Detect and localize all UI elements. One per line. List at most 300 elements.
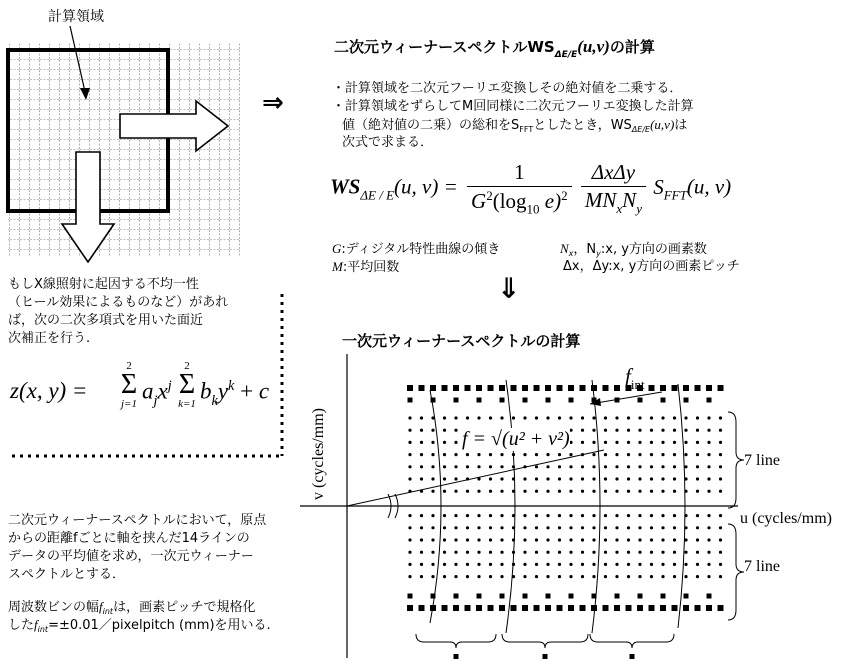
sample-dot [604,453,607,456]
sample-square [649,605,655,611]
sample-dot [535,416,538,419]
sample-dot [466,538,469,541]
bottom-line-2: からの距離fごとに軸を挟んだ14ラインの [8,531,250,546]
sample-dot [489,575,492,578]
sample-dot [592,575,595,578]
sample-dot [696,477,699,480]
sample-dot [420,538,423,541]
sample-dot [650,453,653,456]
sample-dot [650,526,653,529]
legend-m: M:平均回数 [332,259,400,275]
sample-dot [592,526,595,529]
sample-dot [719,416,722,419]
sample-dot [661,575,664,578]
sample-square [545,385,551,391]
sample-dot [431,441,434,444]
sample-square [614,385,620,391]
sample-dot [443,453,446,456]
sample-dot [604,563,607,566]
sample-square [454,398,459,403]
sample-dot [627,490,630,493]
sample-dot [477,416,480,419]
sample-square [476,605,482,611]
sample-dots [407,385,724,611]
sample-dot [707,538,710,541]
sample-dot [523,526,526,529]
sample-dot [454,526,457,529]
bullet-3: 値（絶対値の二乗）の総和を$S_{FFT}$としたとき，$WS_{\Delta E/E}(u,v)$は [342,117,688,134]
sample-dot [684,416,687,419]
sample-dot [673,453,676,456]
sample-dot [489,490,492,493]
sample-dot [420,563,423,566]
sample-dot [638,563,641,566]
sample-dot [477,526,480,529]
sample-dot [500,514,503,517]
sample-dot [443,416,446,419]
sample-dot [581,490,584,493]
sample-dot [420,526,423,529]
sample-dot [431,563,434,566]
sample-dot [627,416,630,419]
sample-dot [638,551,641,554]
sample-dot [627,465,630,468]
wiener1d-diagram [300,348,857,667]
sample-dot [650,429,653,432]
legend-delta: Δx，Δy:x, y方向の画素ピッチ [563,259,740,274]
sample-square [706,385,712,391]
sample-dot [431,514,434,517]
sample-square [660,385,666,391]
sample-dot [604,477,607,480]
sample-square [638,594,643,599]
sample-dot [604,429,607,432]
sample-dot [535,514,538,517]
sample-dot [719,429,722,432]
sample-dot [661,416,664,419]
sample-square [557,605,563,611]
sample-dot [592,538,595,541]
sample-dot [696,453,699,456]
sample-dot [615,477,618,480]
sample-dot [546,563,549,566]
sample-dot [615,575,618,578]
sample-dot [489,514,492,517]
sample-dot [489,477,492,480]
heel-sum-2: 2 Σ k=1 [178,360,196,410]
sample-dot [523,538,526,541]
sample-dot [408,563,411,566]
sample-dot [454,490,457,493]
sample-dot [707,526,710,529]
sample-dot [500,563,503,566]
sample-dot [684,563,687,566]
sample-square [488,385,494,391]
heel-sum-1: 2 Σ j=1 [120,360,138,410]
sample-dot [604,575,607,578]
sample-dot [408,441,411,444]
sample-dot [661,526,664,529]
heel-line-4: 次補正を行う. [8,331,91,346]
sample-dot [707,441,710,444]
sample-dot [420,416,423,419]
sample-dot [500,538,503,541]
sample-dot [477,490,480,493]
bottom-brace [416,634,496,648]
sample-dot [604,416,607,419]
sample-dot [650,538,653,541]
sample-dot [684,453,687,456]
heel-term-2: $b_ky^k + c$ [200,378,270,409]
sample-dot [707,563,710,566]
sample-dot [431,526,434,529]
bin-marker [630,654,635,659]
sample-square [477,398,482,403]
sample-dot [512,416,515,419]
line-lower-label: 7 line [744,558,780,575]
sample-square [500,398,505,403]
sample-square [430,385,436,391]
sample-square [672,385,678,391]
wiener2d-title: 二次元ウィーナースペクトル$WS_{\Delta E/E}(u,v)$の計算 [334,37,655,60]
sample-dot [558,514,561,517]
f-int-label: $f_{int}$ [625,364,645,392]
sample-dot [443,563,446,566]
heel-term-1: $a_jx^j$ [142,378,172,409]
sample-dot [431,477,434,480]
sample-square [407,385,413,391]
sample-dot [500,416,503,419]
sample-dot [673,465,676,468]
sample-dot [661,563,664,566]
sample-dot [650,575,653,578]
sample-dot [408,429,411,432]
sample-dot [500,575,503,578]
sample-square [453,385,459,391]
sample-dot [546,526,549,529]
sample-dot [673,563,676,566]
sample-dot [523,575,526,578]
sample-dot [523,490,526,493]
sample-square [511,385,517,391]
sample-dot [661,490,664,493]
sample-dot [500,477,503,480]
sample-square [684,398,689,403]
sample-dot [500,490,503,493]
sample-dot [719,575,722,578]
sample-dot [420,429,423,432]
sample-square [546,594,551,599]
sample-dot [615,429,618,432]
sample-dot [661,429,664,432]
sample-dot [615,514,618,517]
sample-square [637,605,643,611]
sample-square [591,385,597,391]
sample-dot [489,551,492,554]
sample-dot [454,465,457,468]
sample-square [500,594,505,599]
radius-f [347,450,604,506]
sample-dot [569,416,572,419]
sample-dot [650,490,653,493]
sample-dot [627,551,630,554]
sample-square [523,594,528,599]
sample-dot [443,429,446,432]
u-axis-label: u (cycles/mm) [740,510,832,527]
sample-dot [696,416,699,419]
sample-dot [569,465,572,468]
sample-dot [454,575,457,578]
sample-dot [650,477,653,480]
sample-dot [523,514,526,517]
sample-dot [454,514,457,517]
sample-dot [719,526,722,529]
bottom-line-5: 周波数ビンの幅$f_{int}$は，画素ピッチで規格化 [8,599,256,616]
sample-dot [454,538,457,541]
sample-dot [707,551,710,554]
sample-square [695,605,701,611]
bottom-line-4: スペクトルとする． [8,567,126,582]
bullet-1: ・計算領域を二次元フーリエ変換しその絶対値を二乗する． [332,81,683,96]
sample-dot [489,465,492,468]
sample-dot [707,465,710,468]
sample-dot [696,575,699,578]
sample-square [442,605,448,611]
sample-dot [638,416,641,419]
flow-arrow-down: ⇒ [493,275,527,300]
sample-dot [638,453,641,456]
sample-square [534,605,540,611]
sample-dot [443,575,446,578]
sample-dot [592,416,595,419]
sample-square [557,385,563,391]
sample-dot [592,477,595,480]
sample-dot [443,551,446,554]
sample-dot [650,441,653,444]
sample-square [511,605,517,611]
sample-square [626,605,632,611]
sample-dot [696,441,699,444]
sample-dot [684,551,687,554]
sample-dot [454,441,457,444]
sample-dot [558,563,561,566]
sample-dot [546,551,549,554]
sample-square [661,398,666,403]
sample-dot [420,441,423,444]
bullet-4: 次式で求まる． [342,135,434,150]
sample-dot [454,563,457,566]
sample-square [408,398,413,403]
sample-dot [546,416,549,419]
sample-dot [638,514,641,517]
sample-dot [581,551,584,554]
sample-dot [673,514,676,517]
sample-dot [466,490,469,493]
sample-dot [719,477,722,480]
sample-dot [546,453,549,456]
legend-n: $N_x$，$N_y:x$, y方向の画素数 [560,241,707,258]
heel-line-1: もしX線照射に起因する不均一性 [8,277,199,292]
bottom-line-1: 二次元ウィーナースペクトルにおいて，原点 [8,513,267,528]
sample-dot [638,490,641,493]
sample-dot [443,526,446,529]
sample-square [568,385,574,391]
sample-dot [535,453,538,456]
sample-dot [569,575,572,578]
sample-dot [592,441,595,444]
sample-square [707,398,712,403]
bottom-line-6: した$f_{int}=\pm 0.01/pixelpitch$ (mm)を用いる. [8,617,271,634]
sample-dot [535,465,538,468]
sample-dot [581,538,584,541]
sample-dot [673,416,676,419]
sample-dot [431,575,434,578]
sample-square [476,385,482,391]
sample-dot [661,514,664,517]
sample-dot [431,429,434,432]
sample-dot [558,490,561,493]
sample-dot [592,563,595,566]
sample-dot [719,465,722,468]
sample-square [683,605,689,611]
sample-dot [558,526,561,529]
sample-dot [719,538,722,541]
sample-square [591,605,597,611]
sample-square [580,605,586,611]
sample-dot [604,538,607,541]
sample-dot [500,551,503,554]
region-grid-diagram [0,0,300,270]
sample-dot [684,575,687,578]
sample-dot [546,575,549,578]
pixel-grid [8,42,240,257]
sample-dot [627,575,630,578]
sample-dot [638,441,641,444]
sample-dot [696,526,699,529]
wiener2d-formula: $WS_{\Delta E / E}(u$, v) = $\frac{1}{G^2(\log_{10} e)^2}$ $\frac{\text{ΔxΔy}}{MN_xN_y}$ $S_{FFT}(u$, v) [330,160,732,217]
sample-dot [523,563,526,566]
sample-dot [684,465,687,468]
sample-dot [627,477,630,480]
sample-dot [569,563,572,566]
sample-dot [569,490,572,493]
sample-square [718,385,724,391]
sample-dot [627,429,630,432]
sample-dot [581,526,584,529]
v-axis-label: v (cycles/mm) [310,408,327,500]
bottom-brace [590,634,674,648]
sample-dot [408,538,411,541]
sample-square [453,605,459,611]
sample-dot [661,477,664,480]
sample-dot [604,526,607,529]
sample-square [419,605,425,611]
sample-dot [627,441,630,444]
sample-dot [443,441,446,444]
sample-square [672,605,678,611]
sample-dot [420,453,423,456]
sample-dot [592,490,595,493]
sample-dot [627,514,630,517]
sample-dot [673,538,676,541]
sample-dot [489,453,492,456]
sample-dot [719,453,722,456]
sample-square [568,605,574,611]
sample-dot [477,575,480,578]
sample-square [683,385,689,391]
sample-square [614,605,620,611]
sample-dot [466,563,469,566]
sample-dot [696,490,699,493]
sample-dot [696,538,699,541]
bottom-brace [502,634,588,648]
heel-line-3: ば，次の二次多項式を用いた面近 [8,313,204,328]
sample-dot [638,575,641,578]
sample-dot [523,453,526,456]
sample-dot [569,477,572,480]
sample-dot [443,490,446,493]
sample-square [465,605,471,611]
sample-dot [431,538,434,541]
sample-square [718,605,724,611]
sample-dot [615,526,618,529]
brace-lower [728,524,744,620]
sample-dot [719,563,722,566]
sample-dot [454,453,457,456]
sample-dot [558,477,561,480]
sample-dot [546,538,549,541]
sample-dot [707,477,710,480]
sample-dot [408,465,411,468]
sample-dot [615,538,618,541]
sample-dot [673,526,676,529]
sample-square [580,385,586,391]
sample-dot [558,538,561,541]
sample-dot [466,465,469,468]
sample-dot [546,490,549,493]
sample-dot [431,465,434,468]
sample-dot [592,465,595,468]
sample-dot [523,416,526,419]
sample-dot [615,416,618,419]
sample-dot [627,563,630,566]
sample-dot [581,563,584,566]
sample-dot [443,538,446,541]
sample-dot [477,465,480,468]
sample-dot [696,563,699,566]
sample-dot [408,453,411,456]
sample-dot [489,563,492,566]
sample-dot [535,526,538,529]
sample-dot [638,526,641,529]
sample-dot [615,490,618,493]
f-int-arrow [590,392,662,404]
sample-dot [408,416,411,419]
sample-dot [500,453,503,456]
sample-dot [627,526,630,529]
sample-dot [592,453,595,456]
sample-square [649,385,655,391]
sample-square [499,605,505,611]
sample-dot [546,514,549,517]
sample-square [695,385,701,391]
wiener1d-title: 一次元ウィーナースペクトルの計算 [342,332,581,350]
sample-dot [650,416,653,419]
heel-line-2: （ヒール効果によるものなど）があれ [8,295,229,310]
sample-dot [638,429,641,432]
sample-dot [604,490,607,493]
sample-square [638,398,643,403]
